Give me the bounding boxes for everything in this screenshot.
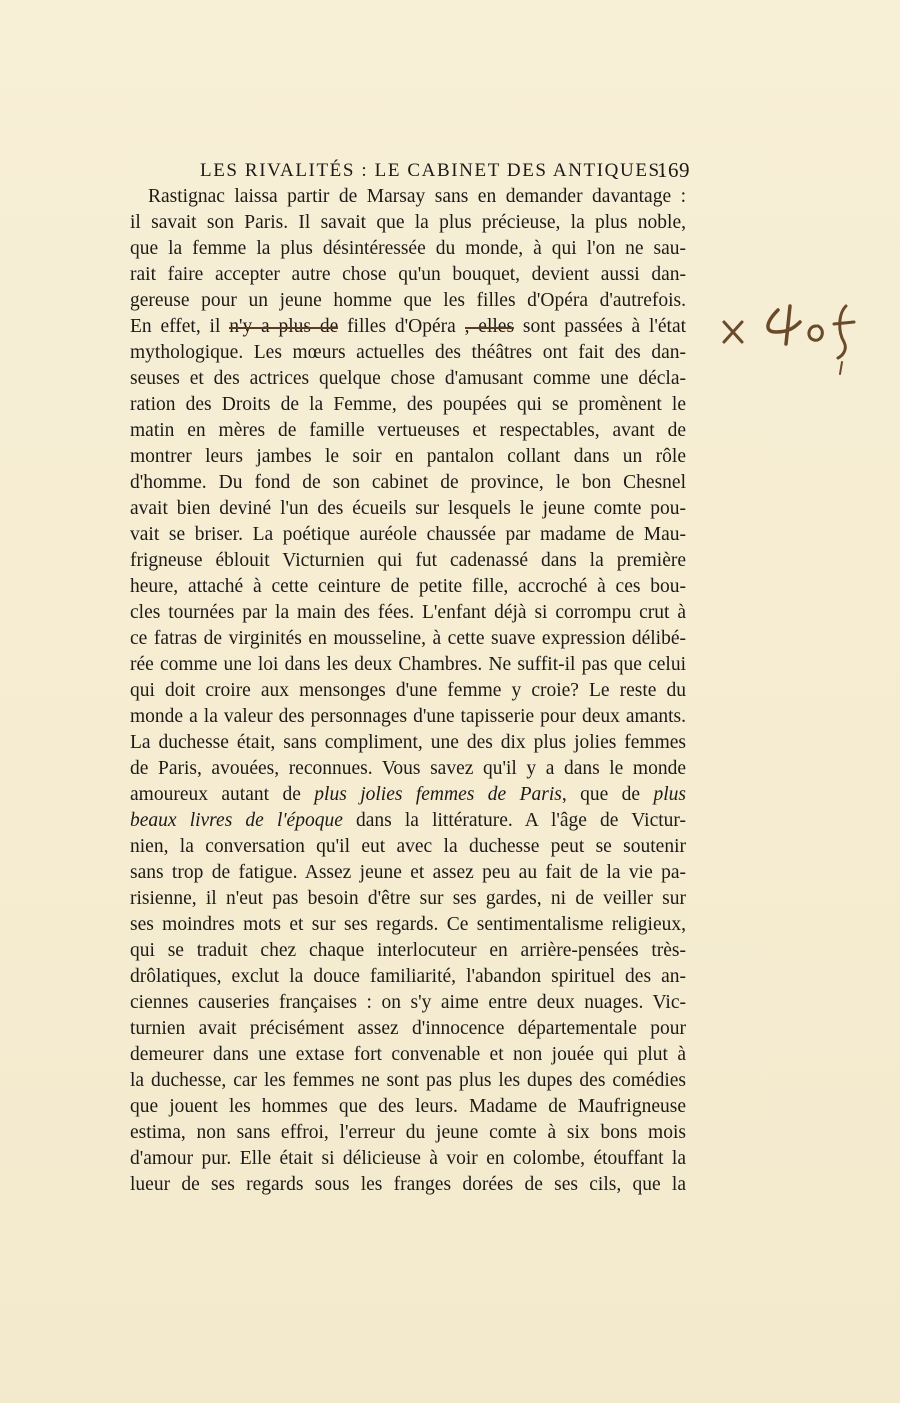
text-line: monde a la valeur des personnages d'une tapisserie pour deux amants. — [130, 706, 686, 727]
text-line: ration des Droits de la Femme, des poupées qui se promènent le — [130, 394, 686, 415]
text-line: la duchesse, car les femmes ne sont pas plus les dupes des comédies — [130, 1070, 686, 1091]
text-line: vait se briser. La poétique auréole chaussée par madame de Mau- — [130, 524, 686, 545]
text-line: qui se traduit chez chaque interlocuteur en arrière-pensées très- — [130, 940, 686, 961]
text-line: gereuse pour un jeune homme que les filles d'Opéra d'autrefois. — [130, 290, 686, 311]
text-line: drôlatiques, exclut la douce familiarité, l'abandon spirituel des an- — [130, 966, 686, 987]
text-line: La duchesse était, sans compliment, une des dix plus jolies femmes — [130, 732, 686, 753]
text-line: matin en mères de famille vertueuses et respectables, avant de — [130, 420, 686, 441]
text-line: seuses et des actrices quelque chose d'amusant comme une décla- — [130, 368, 686, 389]
text-fragment: dans la littérature. A l'âge de Victur- — [356, 810, 686, 831]
text-line: ses moindres mots et sur ses regards. Ce sentimentalisme religieux, — [130, 914, 686, 935]
text-line: estima, non sans effroi, l'erreur du jeune comte à six bons mois — [130, 1122, 686, 1143]
text-line: ciennes causeries françaises : on s'y aime entre deux nuages. Vic- — [130, 992, 686, 1013]
text-line: il savait son Paris. Il savait que la plus précieuse, la plus noble, — [130, 212, 686, 233]
text-line-italic — [130, 808, 686, 834]
body-text — [130, 184, 686, 1198]
text-line: cles tournées par la main des fées. L'enfant déjà si corrompu crut à — [130, 602, 686, 623]
text-line: que la femme la plus désintéressée du monde, à qui l'on ne sau- — [130, 238, 686, 259]
text-line: ce fatras de virginités en mousseline, à cette suave expression délibé- — [130, 628, 686, 649]
text-line: rée comme une loi dans les deux Chambres. Ne suffit-il pas que celui — [130, 654, 686, 675]
italic-text: plus jolies femmes de Paris — [314, 784, 562, 805]
handwritten-margin-note — [716, 292, 876, 382]
text-line: lueur de ses regards sous les franges dorées de ses cils, que la — [130, 1174, 686, 1195]
text-line: demeurer dans une extase fort convenable et non jouée qui plut à — [130, 1044, 686, 1065]
text-line: que jouent les hommes que des leurs. Madame de Maufrigneuse — [130, 1096, 686, 1117]
text-line: qui doit croire aux mensonges d'une femme y croie? Le reste du — [130, 680, 686, 701]
text-line: turnien avait précisément assez d'innocence départementale pour — [130, 1018, 686, 1039]
text-line: risienne, il n'eut pas besoin d'être sur ses gardes, ni de veiller sur — [130, 888, 686, 909]
text-line: avait bien deviné l'un des écueils sur lesquels le jeune comte pou- — [130, 498, 686, 519]
text-line: heure, attaché à cette ceinture de petite fille, accroché à ces bou- — [130, 576, 686, 597]
text-line: mythologique. Les mœurs actuelles des théâtres ont fait des dan- — [130, 342, 686, 363]
text-line: frigneuse éblouit Victurnien qui fut cadenassé dans la première — [130, 550, 686, 571]
text-line: nien, la conversation qu'il eut avec la duchesse peut se soutenir — [130, 836, 686, 857]
text-fragment: En effet, il — [130, 316, 221, 337]
text-line: Rastignac laissa partir de Marsay sans en demander davantage : — [148, 186, 686, 207]
struck-text: n'y a plus de — [229, 316, 339, 337]
text-line: montrer leurs jambes le soir en pantalon collant dans un rôle — [130, 446, 686, 467]
text-line: d'amour pur. Elle était si délicieuse à voir en colombe, étouffant la — [130, 1148, 686, 1169]
text-fragment: sont passées à l'état — [522, 316, 686, 337]
page-number: 169 — [657, 158, 690, 182]
text-line-with-corrections — [130, 314, 686, 340]
text-fragment: filles d'Opéra — [347, 316, 456, 337]
text-line-italic — [130, 782, 686, 808]
struck-text: , elles — [464, 316, 515, 337]
text-line: d'homme. Du fond de son cabinet de province, le bon Chesnel — [130, 472, 686, 493]
text-line: rait faire accepter autre chose qu'un bouquet, devient aussi dan- — [130, 264, 686, 285]
text-fragment: amoureux autant de — [130, 784, 301, 805]
text-fragment: , que de — [561, 784, 641, 805]
running-head — [200, 160, 692, 186]
italic-text: beaux livres de l'époque — [130, 810, 343, 831]
running-title: LES RIVALITÉS : LE CABINET DES ANTIQUES. — [200, 160, 668, 181]
text-line: sans trop de fatigue. Assez jeune et assez peu au fait de la vie pa- — [130, 862, 686, 883]
italic-text: plus — [653, 784, 686, 805]
text-line: de Paris, avouées, reconnues. Vous savez qu'il y a dans le monde — [130, 758, 686, 779]
